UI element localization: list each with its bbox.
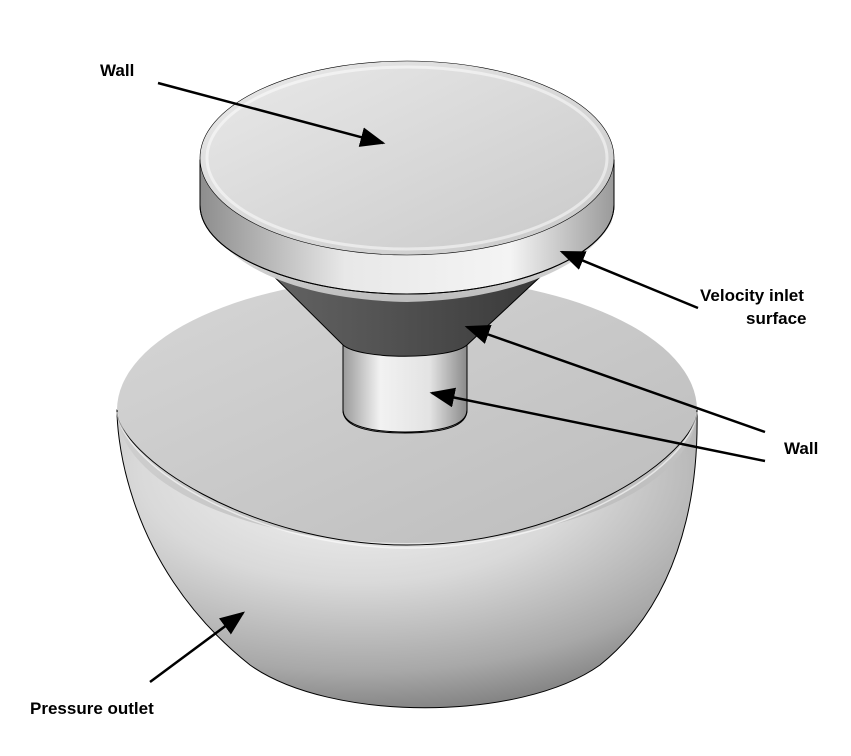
top-disk xyxy=(200,61,614,294)
label-wall-right: Wall xyxy=(784,439,819,458)
label-wall-top: Wall xyxy=(100,61,135,80)
label-velocity-inlet-line1: Velocity inlet xyxy=(700,286,804,305)
label-velocity-inlet-line2: surface xyxy=(746,309,807,328)
arrow-velocity-inlet xyxy=(562,252,698,308)
label-pressure-outlet: Pressure outlet xyxy=(30,699,154,718)
